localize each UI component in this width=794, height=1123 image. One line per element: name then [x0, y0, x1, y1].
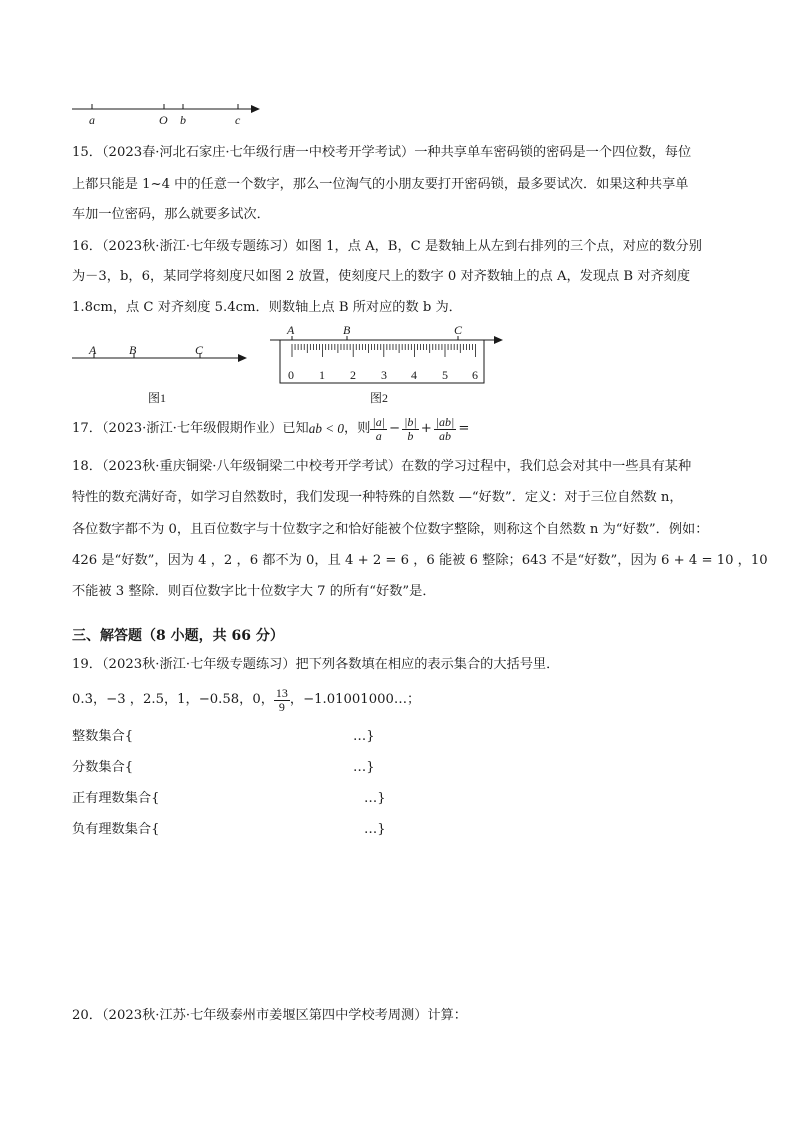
- q17-f2-num: |b|: [404, 414, 417, 429]
- q16-line3: 1.8cm，点 C 对齐刻度 5.4cm．则数轴上点 B 所对应的数 b 为．: [72, 300, 462, 315]
- fig1-label-a: A: [89, 343, 97, 357]
- q15-line1: 15．（2023春·河北石家庄·七年级行唐一中校考开学考试）一种共享单车密码锁的密码是一个四位数，每位: [72, 145, 692, 160]
- q17-f1-den: a: [375, 428, 382, 443]
- q17-minus: −: [389, 421, 401, 436]
- q19-frac-den: 9: [278, 699, 285, 714]
- q18-line4: 426 是“好数”，因为 4 ，2 ，6 都不为 0，且 4 + 2 = 6 ，6 能被 6 整除；643 不是“好数”，因为 6 + 4 = 10 ，10: [72, 553, 768, 568]
- ruler-number-1: 1: [319, 368, 325, 382]
- q17-equals: =: [458, 421, 470, 436]
- q17-condition: ab < 0: [308, 421, 345, 436]
- fig2-label-a: A: [287, 323, 295, 337]
- negative-rational-set: 负有理数集合{: [72, 822, 160, 837]
- negative-rational-set-end: …}: [364, 822, 386, 837]
- q17-f3-den: ab: [439, 428, 452, 443]
- q20-line1: 20．（2023秋·江苏·七年级泰州市姜堰区第四中学校考周测）计算：: [72, 1008, 467, 1023]
- q16-line1: 16．（2023秋·浙江·七年级专题练习）如图 1，点 A，B，C 是数轴上从左到右排列的三个点，对应的数分别: [72, 239, 702, 254]
- q19-line1: 19．（2023秋·浙江·七年级专题练习）把下列各数填在相应的表示集合的大括号里．: [72, 657, 560, 672]
- ruler-number-3: 3: [381, 368, 387, 382]
- q17-fraction-b: [402, 416, 419, 443]
- q17-f1-num: |a|: [372, 414, 386, 429]
- figure-1-number-line: [70, 350, 255, 370]
- q19-repeating-decimal: 0.3̇: [72, 692, 93, 707]
- figure-2-caption: 图2: [370, 391, 389, 405]
- integer-set-end: …}: [353, 729, 375, 744]
- axis-label-a: a: [89, 113, 95, 127]
- q19-numbers-part2: ，−1.01001000…；: [289, 692, 421, 707]
- q17-f2-den: b: [407, 428, 414, 443]
- q17-fraction-a: [370, 416, 387, 443]
- ruler-number-2: 2: [350, 368, 356, 382]
- positive-rational-set: 正有理数集合{: [72, 791, 160, 806]
- section-3-title: 三、解答题（8 小题，共 66 分）: [72, 628, 284, 644]
- q17-line: [72, 412, 469, 446]
- axis-label-c: c: [235, 113, 241, 127]
- fig2-label-c: C: [454, 323, 463, 337]
- q17-prefix: 17．（2023·浙江·七年级假期作业）已知: [72, 421, 309, 436]
- q19-numbers-part1: ，−3 ，2.5，1，−0.58，0，: [92, 692, 274, 707]
- fig2-label-b: B: [343, 323, 351, 337]
- q18-line3: 各位数字都不为 0，且百位数字与十位数字之和恰好能被个位数字整除，则称这个自然数 n 为“好数”．例如：: [72, 522, 709, 537]
- axis-label-b: b: [180, 113, 186, 127]
- q17-f3-num: |ab|: [435, 414, 455, 429]
- q15-line2: 上都只能是 1~4 中的任意一个数字，那么一位淘气的小朋友要打开密码锁，最多要试次．如果这种共享单: [72, 177, 689, 192]
- q19-frac-num: 13: [275, 685, 288, 700]
- q17-then: ，则: [344, 421, 371, 436]
- q18-line2: 特性的数充满好奇，如学习自然数时，我们发现一种特殊的自然数 —“好数”．定义：对于三位自然数 n，: [72, 490, 683, 505]
- q17-plus: +: [420, 421, 432, 436]
- fig1-label-c: C: [195, 343, 204, 357]
- figure-1-caption: 图1: [148, 391, 167, 405]
- q16-line2: 为－3，b，6，某同学将刻度尺如图 2 放置，使刻度尺上的数字 0 对齐数轴上的点 A，发现点 B 对齐刻度: [72, 269, 691, 284]
- q17-fraction-ab: [434, 416, 457, 443]
- axis-label-origin: O: [159, 113, 168, 127]
- ruler-number-5: 5: [442, 368, 448, 382]
- q18-line5: 不能被 3 整除．则百位数字比十位数字大 7 的所有“好数”是．: [72, 584, 436, 599]
- q19-numbers: [72, 684, 420, 716]
- fraction-set: 分数集合{: [72, 760, 134, 775]
- positive-rational-set-end: …}: [364, 791, 386, 806]
- ruler-number-0: 0: [288, 368, 294, 382]
- q19-fraction: [274, 687, 290, 714]
- fig1-label-b: B: [129, 343, 137, 357]
- q15-line3: 车加一位密码，那么就要多试次．: [72, 207, 270, 222]
- ruler-number-6: 6: [472, 368, 478, 382]
- fraction-set-end: …}: [353, 760, 375, 775]
- ruler-number-4: 4: [411, 368, 417, 382]
- integer-set: 整数集合{: [72, 729, 134, 744]
- q18-line1: 18．（2023秋·重庆铜梁·八年级铜梁二中校考开学考试）在数的学习过程中，我们总会对其中一些具有某种: [72, 459, 692, 474]
